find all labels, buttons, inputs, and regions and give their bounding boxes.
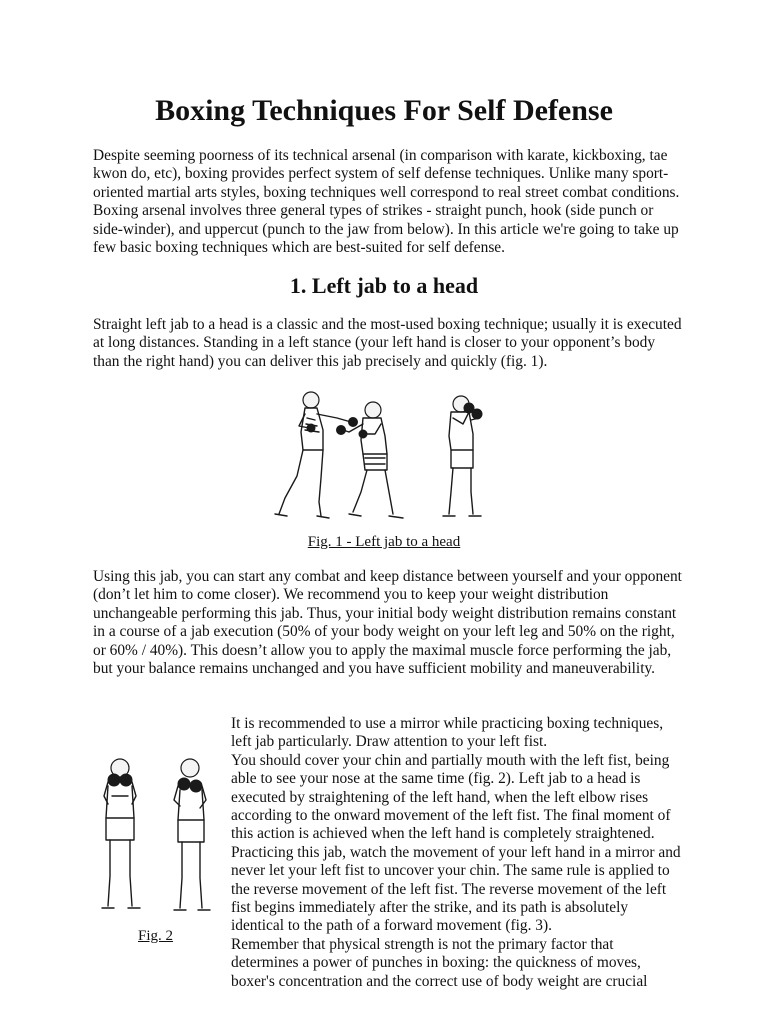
figure-1-caption: Fig. 1 - Left jab to a head [307, 534, 461, 550]
boxer-a-figure [275, 392, 358, 518]
boxer-b-figure [337, 402, 404, 518]
jab-distance-paragraph: Using this jab, you can start any combat and keep distance between yourself and your opponent (don’t let him to come closer). We recommend you to keep your weight distribution unchangeable performing this jab. Thus, your initial body weight distribution remains constant in a course of a jab execution (50% of your body weight on your left leg and 50% on the right, or 60% / 40%). This doesn’t allow you to apply the maximal muscle force performing the jab, but your balance remains unchanged and you have sufficient mobility and maneuverability. [93, 568, 682, 678]
figure-2-illustration [96, 756, 218, 922]
mirror-practice-line-2: You should cover your chin and partially mouth with the left fist, being able to see your nose at the same time (fig. 2). Left jab to a head is executed by straightening of the left hand, when the left elbow rises according to the onward movement of the left fist. The final moment of this action is achieved when the left hand is completely straightened. Practicing this jab, watch the movement of your left hand in a mirror and never let your left fist to uncover your chin. The same rule is applied to the reverse movement of the left fist. The reverse movement of the left fist begins immediately after the strike, and its path is absolutely identical to the path of a forward movement (fig. 3). [231, 751, 681, 935]
intro-paragraph: Despite seeming poorness of its technical arsenal (in comparison with karate, kickboxing, tae kwon do, etc), boxing provides perfect system of self defense techniques. Unlike many sport-oriented martial arts styles, boxing techniques well correspond to real street combat conditions. Boxing arsenal involves three general types of strikes - straight punch, hook (side punch or side-winder), and uppercut (punch to the jaw from below). In this article we're going to take up few basic boxing techniques which are best-suited for self defense. [93, 147, 680, 257]
boxer-guard-front-figure [102, 759, 140, 908]
mirror-practice-line-3: Remember that physical strength is not the primary factor that determines a power of punches in boxing: the quickness of moves, boxer's concentration and the correct use of body weight are crucial [231, 935, 648, 990]
boxer-guard-side-figure [174, 759, 210, 910]
jab-intro-paragraph: Straight left jab to a head is a classic and the most-used boxing technique; usually it is executed at long distances. Standing in a left stance (your left hand is closer to your opponent’s body than the right hand) you can deliver this jab precisely and quickly (fig. 1). [93, 316, 682, 370]
mirror-practice-line-1: It is recommended to use a mirror while practicing boxing techniques, left jab particularly. Draw attention to your left fist. [231, 715, 664, 751]
figure-1-illustration [265, 388, 505, 524]
boxer-c-figure [443, 396, 482, 516]
page-title: Boxing Techniques For Self Defense [155, 94, 613, 127]
section-heading: 1. Left jab to a head [289, 273, 479, 298]
mirror-practice-text [231, 715, 681, 991]
figure-2-caption: Fig. 2 [138, 928, 174, 944]
